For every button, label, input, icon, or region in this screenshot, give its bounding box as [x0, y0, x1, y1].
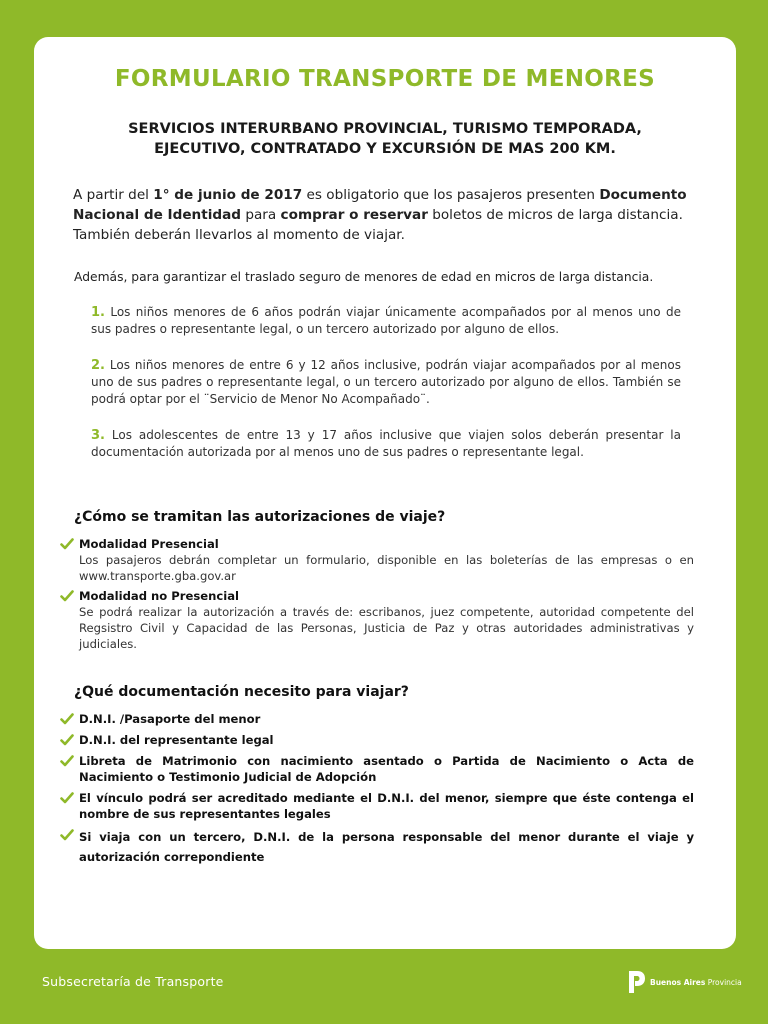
section-heading-autorizaciones: ¿Cómo se tramitan las autorizaciones de viaje? — [74, 509, 446, 525]
rule-text: Los niños menores de 6 años podrán viajar únicamente acompañados por al menos uno de sus padres o representante legal, o un tercero autorizado por alguno de ellos. — [91, 305, 681, 336]
doc-list-item — [60, 732, 694, 748]
rule-text: Los niños menores de entre 6 y 12 años inclusive, podrán viajar acompañados por al menos uno de sus padres o representante legal, o un tercero autorizado por alguno de ellos. También se podrá optar por el ¨Servicio de Menor No Acompañado¨. — [91, 358, 681, 406]
doc-item-text: Libreta de Matrimonio con nacimiento asentado o Partida de Nacimiento o Acta de Nacimiento o Testimonio Judicial de Adopción — [79, 754, 694, 784]
check-icon — [60, 791, 74, 805]
page-title: FORMULARIO TRANSPORTE DE MENORES — [114, 66, 656, 92]
rule-item — [91, 427, 681, 461]
intro-text-3: para — [241, 207, 281, 223]
page-subtitle — [74, 119, 696, 159]
intro-bold-dni: Documento Nacional de Identidad — [73, 187, 687, 223]
intro-text-4: boletos de micros de larga distancia. También deberán llevarlos al momento de viajar. — [73, 207, 683, 243]
list-item — [60, 536, 694, 584]
list-item-desc: Los pasajeros debrán completar un formulario, disponible en las boleterías de las empresas o en www.transporte.gba.gov.ar — [79, 553, 694, 583]
intro-text-1: A partir del — [73, 187, 154, 203]
check-icon — [60, 537, 74, 551]
check-icon — [60, 754, 74, 768]
footer-logo — [628, 970, 742, 994]
rule-item — [91, 357, 681, 408]
intro-text-2: es obligatorio que los pasajeros presenten — [302, 187, 600, 203]
subtitle-line-1: SERVICIOS INTERURBANO PROVINCIAL, TURISMO TEMPORADA, — [128, 121, 642, 137]
list-item — [60, 588, 694, 652]
section-heading-documentacion: ¿Qué documentación necesito para viajar? — [74, 684, 409, 700]
doc-item-text: D.N.I. /Pasaporte del menor — [79, 712, 261, 726]
rule-item — [91, 304, 681, 338]
brand-bold: Buenos Aires — [650, 977, 706, 987]
check-icon — [60, 589, 74, 603]
doc-list-item — [60, 827, 694, 867]
provincia-logo-icon — [628, 970, 646, 994]
rule-number: 1. — [91, 305, 105, 320]
footer-brand — [650, 978, 742, 987]
intro-paragraph — [73, 185, 703, 245]
check-icon — [60, 712, 74, 726]
doc-item-text: Si viaja con un tercero, D.N.I. de la persona responsable del menor durante el viaje y autorización correpondiente — [79, 830, 694, 864]
doc-item-text: D.N.I. del representante legal — [79, 733, 274, 747]
rule-number: 2. — [91, 358, 105, 373]
subtitle-line-2: EJECUTIVO, CONTRATADO Y EXCURSIÓN DE MAS 200 KM. — [154, 141, 616, 157]
list-item-label: Modalidad no Presencial — [79, 589, 240, 603]
ademas-paragraph: Además, para garantizar el traslado seguro de menores de edad en micros de larga distancia. — [74, 270, 654, 284]
doc-list-item — [60, 753, 694, 785]
footer-subsecretaria: Subsecretaría de Transporte — [42, 974, 224, 989]
rule-number: 3. — [91, 428, 105, 443]
document-card — [34, 37, 736, 949]
check-icon — [60, 733, 74, 747]
doc-list-item — [60, 711, 694, 727]
rule-text: Los adolescentes de entre 13 y 17 años inclusive que viajen solos deberán presentar la documentación autorizada por al menos uno de sus padres o representante legal. — [91, 428, 681, 459]
list-item-content — [79, 536, 694, 584]
list-item-desc: Se podrá realizar la autorización a través de: escribanos, juez competente, autoridad competente del Regsistro Civil y Capacidad de las Personas, Justicia de Paz y otras autoridades administrativas y judiciales. — [79, 605, 694, 651]
check-icon — [60, 828, 74, 842]
list-item-label: Modalidad Presencial — [79, 537, 219, 551]
intro-bold-date: 1° de junio de 2017 — [153, 187, 303, 203]
doc-list-item — [60, 790, 694, 822]
doc-item-text: El vínculo podrá ser acreditado mediante el D.N.I. del menor, siempre que éste contenga el nombre de sus representantes legales — [79, 791, 694, 821]
brand-rest: Provincia — [705, 977, 742, 987]
intro-bold-comprar: comprar o reservar — [280, 207, 428, 223]
list-item-content — [79, 588, 694, 652]
